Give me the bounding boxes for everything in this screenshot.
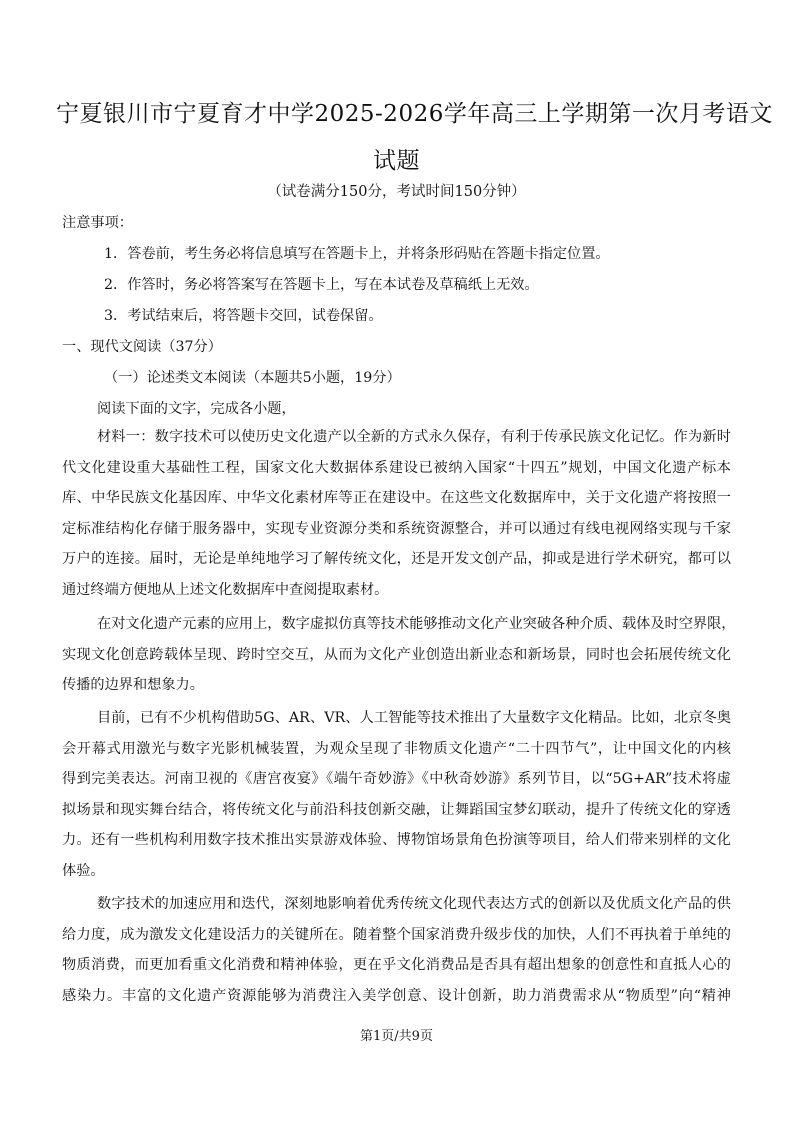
paragraph-line: 在对文化遗产元素的应用上，数字虚拟仿真等技术能够推动文化产业突破各种介质、载体及时空界限， — [97, 616, 736, 632]
paragraph-line: 体验。 — [62, 862, 105, 879]
paragraph-line: 目前，已有不少机构借助5G、AR、VR、人工智能等技术推出了大量数字文化精品。比如，北京冬奥 — [97, 710, 731, 726]
notice-item: 1．答卷前，考生务必将信息填写在答题卡上，并将条形码贴在答题卡指定位置。 — [104, 246, 610, 262]
notice-item: 2．作答时，务必将答案写在答题卡上，写在本试卷及草稿纸上无效。 — [104, 277, 539, 293]
paragraph-digital-technology — [62, 889, 731, 1011]
paragraph-line: 材料一：数字技术可以使历史文化遗产以全新的方式永久保存，有利于传承民族文化记忆。作为新时 — [97, 429, 731, 445]
paragraph-line: 实现文化创意跨载体呈现、跨时空交互，从而为文化产业创造出新业态和新场景，同时也会拓展传统文化 — [62, 646, 731, 663]
section-title: 一、现代文阅读（37分） — [62, 339, 222, 355]
exam-title-line-1: 宁夏银川市宁夏育才中学2025-2026学年高三上学期第一次月考语文 — [56, 101, 773, 127]
paragraph-line: 库、中华民族文化基因库、中华文化素材库等正在建设中。在这些文化数据库中，关于文化遗产将按照一 — [62, 490, 731, 506]
reading-instruction: 阅读下面的文字，完成各小题， — [97, 401, 296, 417]
paragraph-line: 得到完美表达。河南卫视的《唐宫夜宴》《端午奇妙游》《中秋奇妙游》系列节目，以“5G+AR”技术将虚 — [62, 771, 731, 787]
paragraph-line: 给力度，成为激发文化建设活力的关键所在。随着整个国家消费升级步伐的加快，人们不再执着于单纯的 — [62, 926, 731, 943]
paragraph-line: 力。还有一些机构利用数字技术推出实景游戏体验、博物馆场景角色扮演等项目，给人们带来别样的文化 — [62, 832, 731, 848]
paragraph-material-1 — [62, 422, 731, 605]
page-number: 第1页/共9页 — [360, 1029, 433, 1044]
paragraph-line: 物质消费，而更加看重文化消费和精神体验，更在乎文化消费品是否具有超出想象的创意性和直抵人心的 — [62, 957, 731, 973]
exam-subtitle: （试卷满分150分，考试时间150分钟） — [267, 184, 526, 200]
paragraph-line: 感染力。丰富的文化遗产资源能够为消费注入美学创意、设计创新，助力消费需求从“物质型”向“精神 — [62, 987, 731, 1004]
paragraph-line: 定标准结构化存储于服务器中，实现专业资源分类和系统资源整合，并可以通过有线电视网络实现与千家 — [62, 520, 731, 537]
exam-title-line-2: 试题 — [373, 148, 420, 174]
paragraph-line: 代文化建设重大基础性工程，国家文化大数据体系建设已被纳入国家“十四五”规划，中国文化遗产标本 — [62, 459, 731, 476]
paragraph-line: 万户的连接。届时，无论是单纯地学习了解传统文化，还是开发文创产品，抑或是进行学术研究，都可以 — [62, 551, 731, 567]
paragraph-line: 拟场景和现实舞台结合，将传统文化与前沿科技创新交融，让舞蹈国宝梦幻联动，提升了传统文化的穿透 — [62, 801, 731, 818]
paragraph-line: 通过终端方便地从上述文化数据库中查阅提取素材。 — [62, 581, 389, 598]
paragraph-line: 数字技术的加速应用和迭代，深刻地影响着优秀传统文化现代表达方式的创新以及优质文化产品的供 — [97, 896, 731, 912]
paragraph-line: 传播的边界和想象力。 — [62, 677, 204, 693]
notice-item: 3．考试结束后，将答题卡交回，试卷保留。 — [104, 308, 383, 324]
notice-heading: 注意事项： — [62, 215, 133, 231]
subsection-title: （一）论述类文本阅读（本题共5小题，19分） — [104, 370, 401, 386]
paragraph-digital-works — [62, 703, 731, 886]
paragraph-cultural-application — [62, 609, 736, 701]
paragraph-line: 会开幕式用激光与数字光影机械装置，为观众呈现了非物质文化遗产“二十四节气”，让中国文化的内核 — [62, 740, 731, 757]
